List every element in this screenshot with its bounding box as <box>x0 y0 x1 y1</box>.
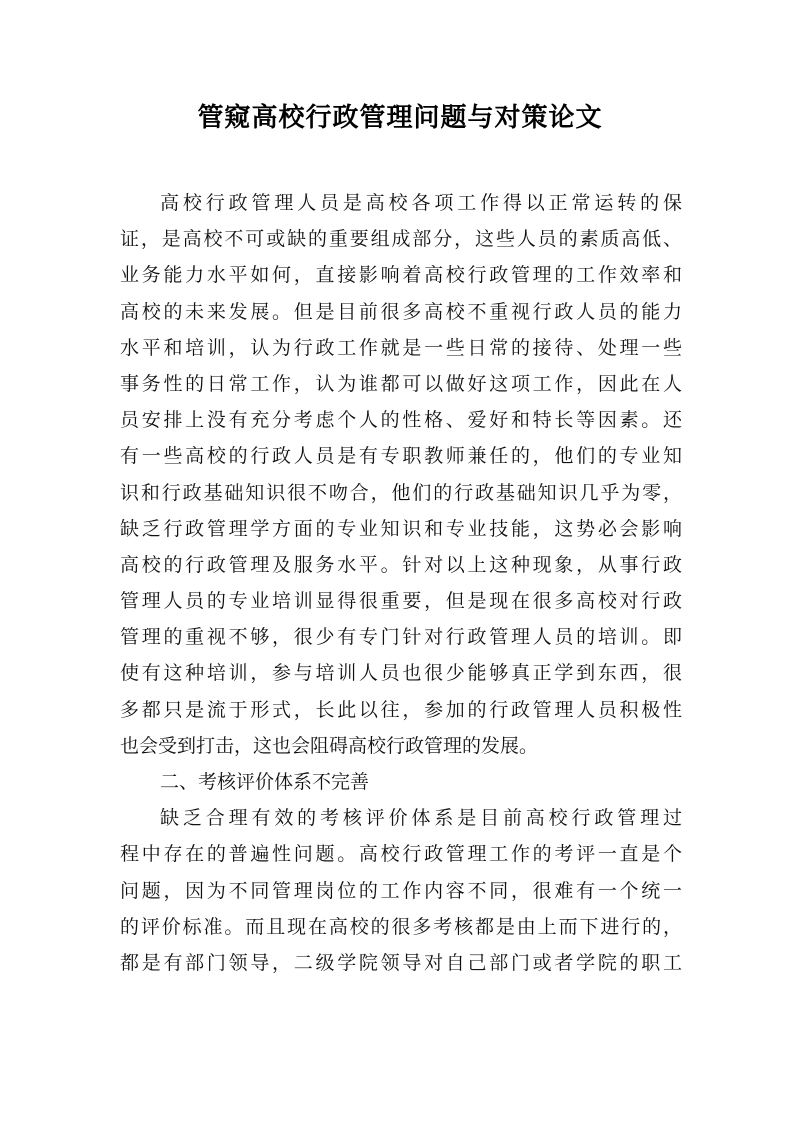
document-title: 管窥高校行政管理问题与对策论文 <box>197 103 603 133</box>
paragraph-line: 程中存在的普遍性问题。高校行政管理工作的考评一直是个 <box>120 843 682 866</box>
paragraph-line: 管理人员的专业培训显得很重要，但是现在很多高校对行政 <box>120 590 682 613</box>
paragraph-line: 高校的行政管理及服务水平。针对以上这种现象，从事行政 <box>120 553 682 576</box>
section-heading: 二、考核评价体系不完善 <box>160 771 370 793</box>
paragraph-line: 也会受到打击，这也会阻碍高校行政管理的发展。 <box>120 734 539 757</box>
paragraph-line: 缺乏行政管理学方面的专业知识和专业技能，这势必会影响 <box>120 517 682 540</box>
paragraph-line: 都是有部门领导，二级学院领导对自己部门或者学院的职工 <box>120 951 682 974</box>
paragraph-line: 使有这种培训，参与培训人员也很少能够真正学到东西，很 <box>120 662 682 685</box>
paragraph-line: 问题，因为不同管理岗位的工作内容不同，很难有一个统一 <box>120 879 682 902</box>
paragraph-line: 管理的重视不够，很少有专门针对行政管理人员的培训。即 <box>120 626 682 649</box>
document-body <box>120 185 682 981</box>
paragraph-line: 的评价标准。而且现在高校的很多考核都是由上而下进行的， <box>120 915 682 938</box>
paragraph-line: 业务能力水平如何，直接影响着高校行政管理的工作效率和 <box>120 264 682 287</box>
paragraph-line: 员安排上没有充分考虑个人的性格、爱好和特长等因素。还 <box>120 409 682 432</box>
paragraph-line: 高校行政管理人员是高校各项工作得以正常运转的保 <box>160 192 682 214</box>
paragraph-line: 高校的未来发展。但是目前很多高校不重视行政人员的能力 <box>120 300 682 323</box>
paragraph-line: 事务性的日常工作，认为谁都可以做好这项工作，因此在人 <box>120 372 682 395</box>
paragraph-line: 证，是高校不可或缺的重要组成部分，这些人员的素质高低、 <box>120 228 682 251</box>
paragraph-line: 识和行政基础知识很不吻合，他们的行政基础知识几乎为零， <box>120 481 682 504</box>
paragraph-line: 水平和培训，认为行政工作就是一些日常的接待、处理一些 <box>120 336 682 359</box>
paragraph-line: 有一些高校的行政人员是有专职教师兼任的，他们的专业知 <box>120 445 682 468</box>
paragraph-line: 多都只是流于形式，长此以往，参加的行政管理人员积极性 <box>120 698 682 721</box>
paragraph-line: 缺乏合理有效的考核评价体系是目前高校行政管理过 <box>160 807 682 830</box>
